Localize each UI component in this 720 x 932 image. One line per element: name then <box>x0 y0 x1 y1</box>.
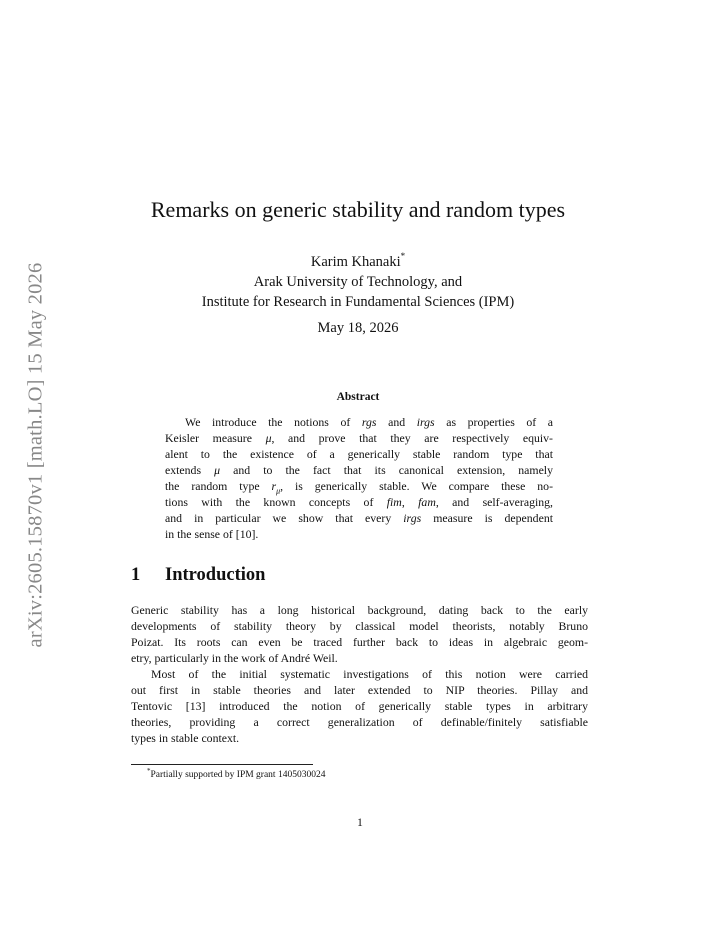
author-name: Karim Khanaki* <box>310 251 406 270</box>
body-line: theories, providing a correct generalization of definable/finitely satisfiable <box>131 715 588 729</box>
body-line: Tentovic [13] introduced the notion of generically stable types in arbitrary <box>131 699 589 713</box>
author-footnote-mark[interactable]: * <box>400 251 406 261</box>
abstract-line: and in particular we show that every irgs measure is dependent <box>165 511 553 525</box>
footnote <box>147 767 325 780</box>
body-line: developments of stability theory by classical model theorists, notably Bruno <box>131 619 588 633</box>
section-number: 1 <box>131 565 141 585</box>
abstract-line: Keisler measure μ, and prove that they are respectively equiv- <box>165 431 553 445</box>
body-line: etry, particularly in the work of André Weil. <box>131 651 338 665</box>
citation-link[interactable]: [13] <box>185 699 206 713</box>
footnote-mark: * <box>147 767 151 775</box>
footnote-divider <box>131 764 313 765</box>
body-line: out first in stable theories and later extended to NIP theories. Pillay and <box>131 683 588 697</box>
abstract-line: the random type $r_\mu$, is generically stable. We compare these no- <box>165 479 553 496</box>
abstract-line: in the sense of [10]. <box>165 527 259 541</box>
page-number: 1 <box>357 815 363 829</box>
abstract-line: We introduce the notions of rgs and irgs as properties of a <box>185 415 554 429</box>
abstract-heading: Abstract <box>336 391 380 403</box>
author-affiliation-1: Arak University of Technology, and <box>253 274 463 290</box>
citation-link[interactable]: [10] <box>235 527 256 541</box>
body-line: types in stable context. <box>131 731 240 745</box>
body-line: Generic stability has a long historical background, dating back to the early <box>131 603 588 617</box>
author-affiliation-2: Institute for Research in Fundamental Sciences (IPM) <box>201 294 515 310</box>
body-line: Most of the initial systematic investigations of this notion were carried <box>151 667 588 681</box>
section-heading <box>131 565 265 586</box>
abstract-line: alent to the existence of a generically stable random type that <box>165 447 553 461</box>
abstract-body <box>165 414 553 542</box>
author-block <box>80 246 636 312</box>
section-title: Introduction <box>165 565 266 585</box>
abstract-line: tions with the known concepts of fim, fam, and self-averaging, <box>165 495 553 509</box>
arxiv-identifier-stamp[interactable]: arXiv:2605.15870v1 [math.LO] 15 May 2026 <box>24 262 47 648</box>
introduction-body <box>131 602 588 746</box>
paper-title: Remarks on generic stability and random types <box>150 197 566 222</box>
footnote-text: Partially supported by IPM grant 1405030024 <box>150 770 326 780</box>
abstract-line: extends μ and to the fact that its canonical extension, namely <box>165 463 553 477</box>
paper-date: May 18, 2026 <box>317 320 399 336</box>
body-line: Poizat. Its roots can even be traced further back to ideas in algebraic geom- <box>131 635 588 649</box>
